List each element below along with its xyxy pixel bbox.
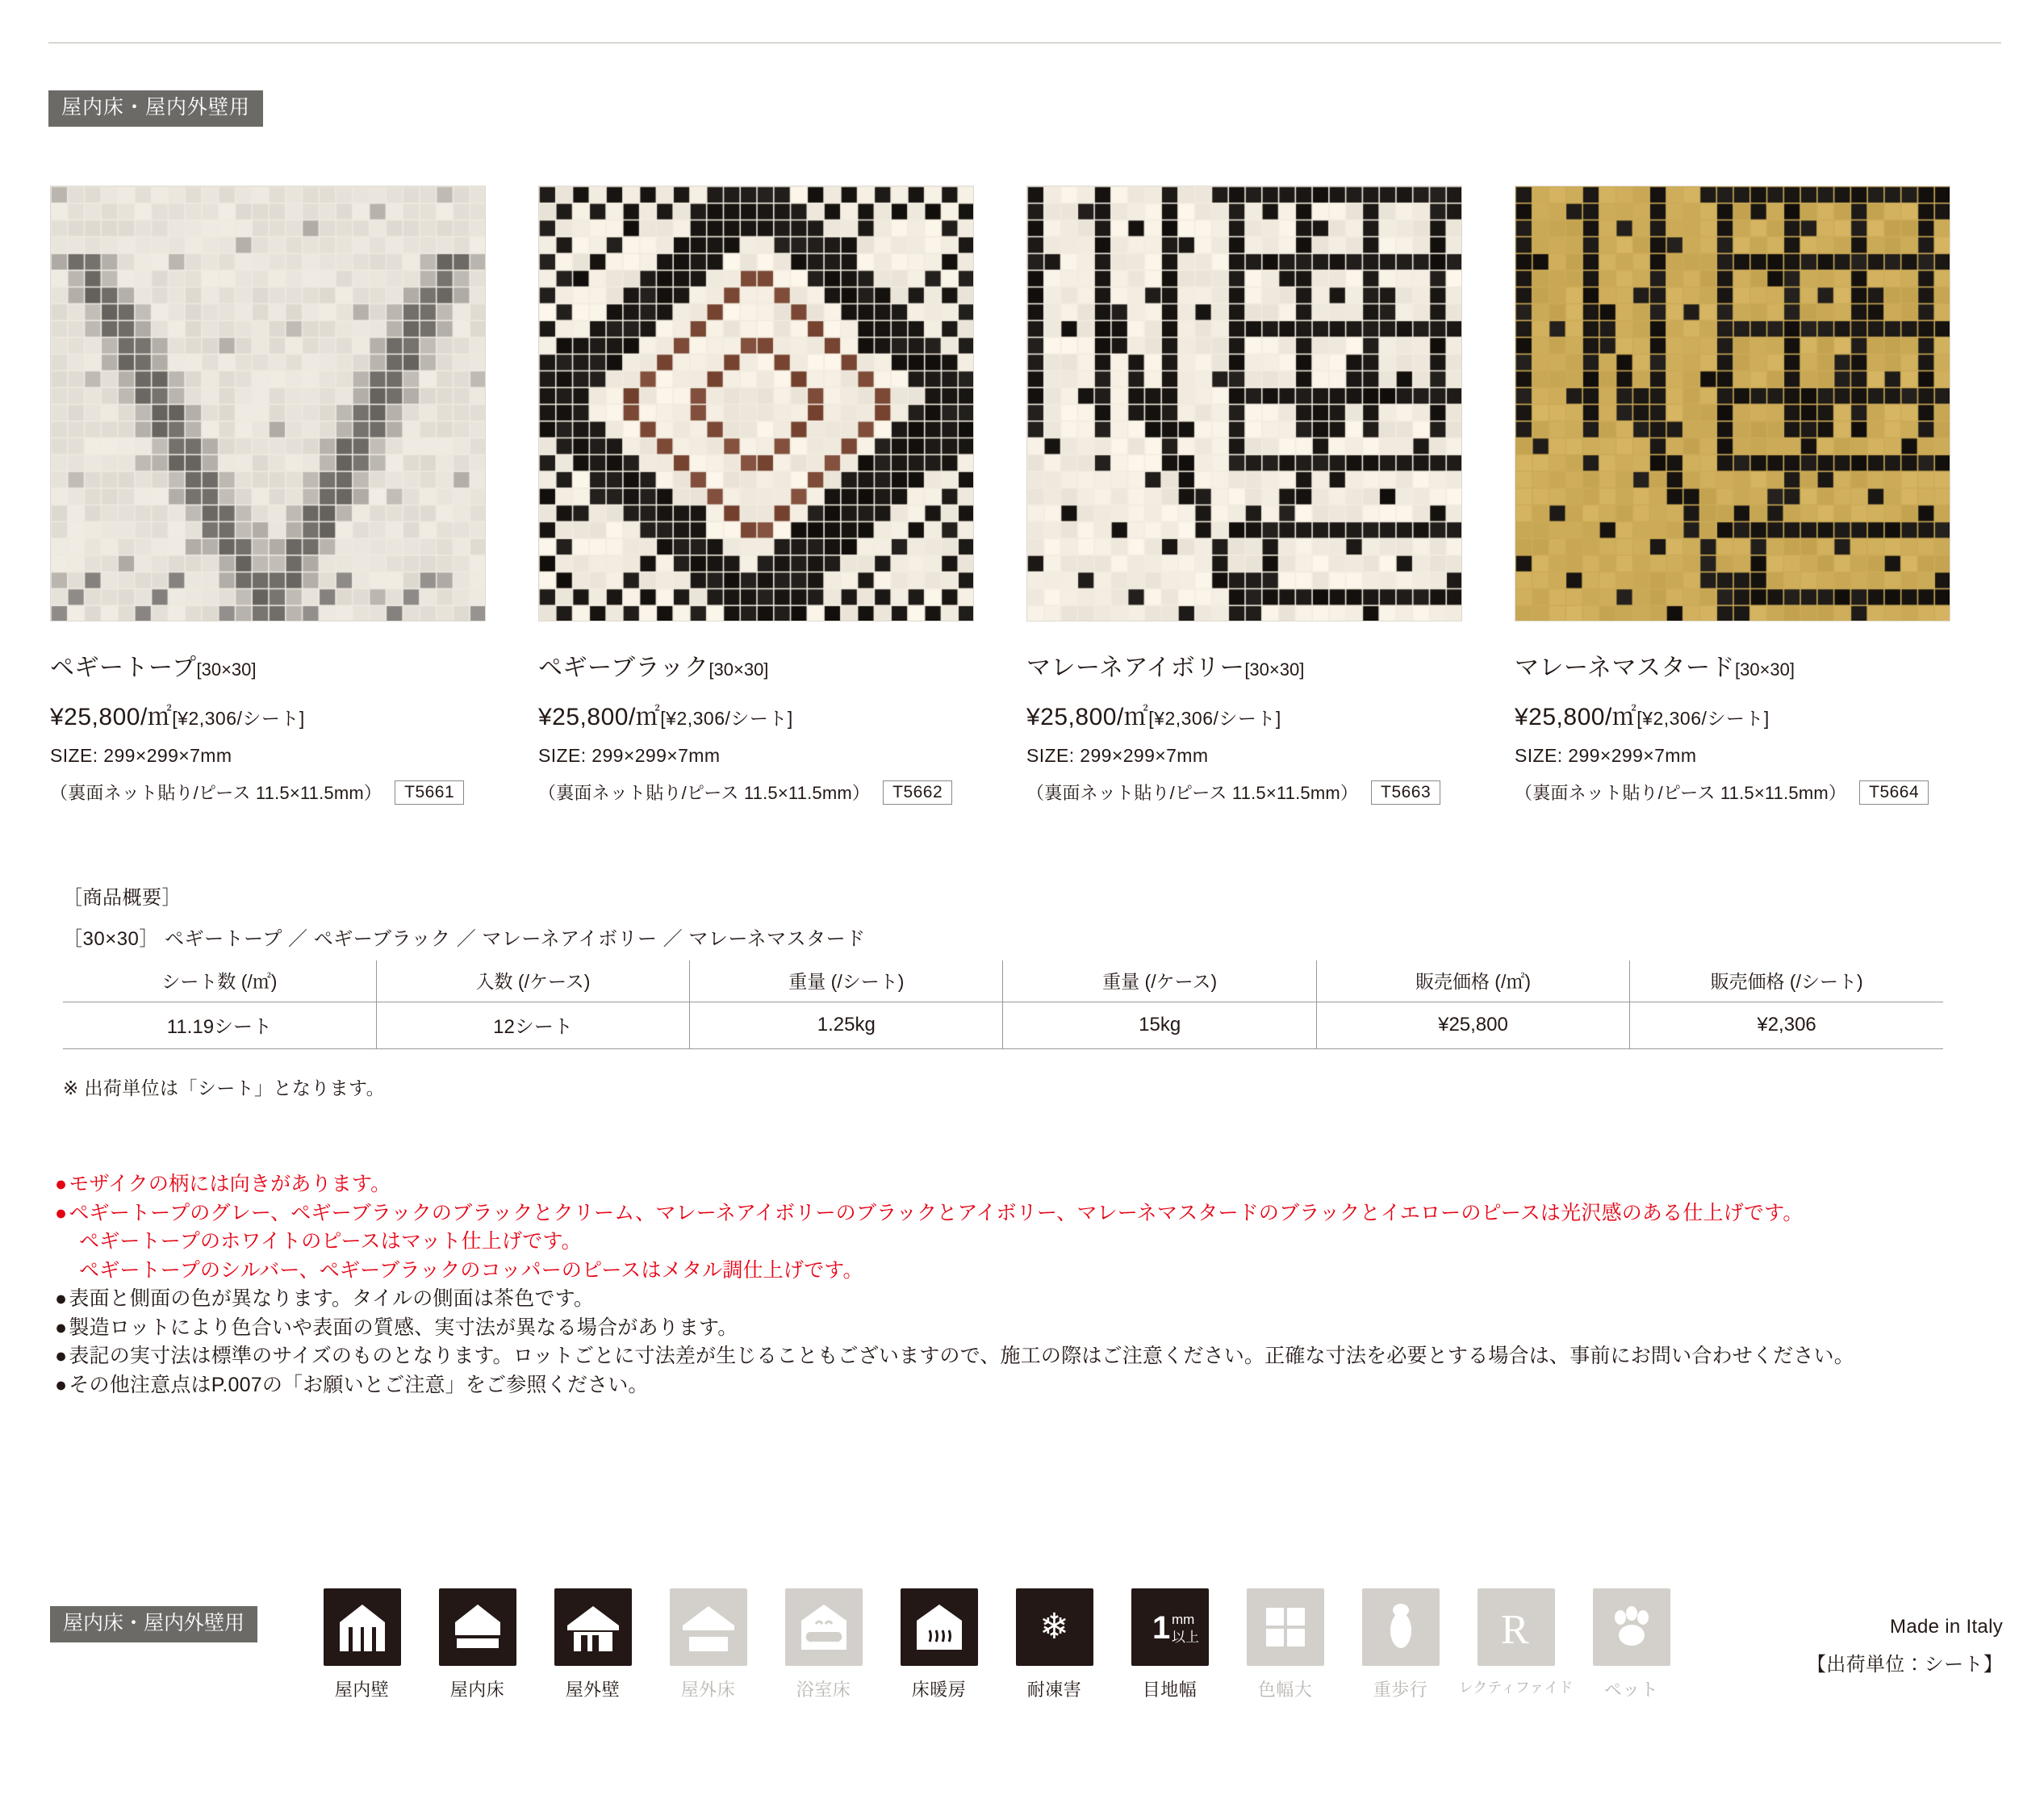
- table-header-cell: 重量 (/ケース): [1003, 960, 1316, 1002]
- rectified-glyph: [1478, 1588, 1555, 1666]
- product-price-row: [1026, 697, 1515, 732]
- usage-icon-floor-heating: [881, 1588, 997, 1701]
- usage-icon-label: ペット: [1603, 1680, 1659, 1700]
- usage-icon-label: レクティファイド: [1458, 1680, 1574, 1696]
- made-in-label: Made in Italy: [1890, 1616, 2003, 1638]
- product-name: マレーネマスタード: [1515, 655, 1735, 681]
- usage-icon-label: 重歩行: [1373, 1680, 1428, 1700]
- svg-text:以上: 以上: [1171, 1630, 1199, 1645]
- usage-icon-label: 目地幅: [1142, 1680, 1198, 1700]
- product-card: [50, 186, 538, 805]
- note-item: ● ペギートープのグレー、ペギーブラックのブラックとクリーム、マレーネアイボリーのブラックとアイボリー、マレーネマスタードのブラックとイエローのピースは光沢感のある仕上げです。: [55, 1199, 1975, 1228]
- origin-info: [1807, 1616, 2003, 1676]
- usage-icon-frost-resistant: [997, 1588, 1112, 1701]
- product-code: T5664: [1859, 780, 1929, 805]
- footer-category-tag: 屋内床・屋内外壁用: [50, 1606, 257, 1642]
- rectified-icon: [1478, 1588, 1555, 1666]
- usage-icon-label: 浴室床: [796, 1680, 851, 1700]
- product-name-row: [1026, 647, 1515, 683]
- product-price-sheet: [¥2,306/シート]: [660, 708, 793, 729]
- usage-icon-label: 床暖房: [911, 1680, 967, 1700]
- usage-icon-color-variation: [1227, 1588, 1343, 1701]
- summary-title: ［商品概要］: [63, 887, 182, 909]
- pet-icon: [1593, 1588, 1670, 1666]
- product-summary: [63, 881, 1943, 1100]
- table-cell: 12シート: [376, 1002, 689, 1049]
- usage-icon-rectified: [1458, 1588, 1574, 1701]
- table-header-cell: 重量 (/シート): [690, 960, 1003, 1002]
- indoor-wall-glyph: [324, 1588, 401, 1666]
- floor-heating-glyph: [901, 1588, 978, 1666]
- indoor-wall-icon: [324, 1588, 401, 1666]
- usage-icon-label: 屋外床: [680, 1680, 736, 1700]
- product-price-sheet: [¥2,306/シート]: [1636, 708, 1770, 729]
- outdoor-floor-icon: [670, 1588, 747, 1666]
- usage-icon-label: 屋内壁: [334, 1680, 390, 1700]
- summary-subtitle: ［30×30］ ペギートープ ／ ペギーブラック ／ マレーネアイボリー ／ マレーネマスタード: [63, 928, 866, 950]
- svg-text:mm: mm: [1171, 1612, 1194, 1627]
- product-price: ¥25,800/㎡: [1515, 704, 1637, 730]
- spec-table: [63, 960, 1943, 1049]
- product-card: [538, 186, 1026, 805]
- bathroom-floor-icon: [785, 1588, 863, 1666]
- product-price-sheet: [¥2,306/シート]: [172, 708, 305, 729]
- product-price: ¥25,800/㎡: [1026, 704, 1149, 730]
- product-name-row: [1515, 647, 2003, 683]
- product-size: SIZE: 299×299×7mm: [50, 745, 232, 766]
- usage-icon-label: 耐凍害: [1026, 1680, 1082, 1700]
- product-name: マレーネアイボリー: [1026, 655, 1245, 681]
- product-size: SIZE: 299×299×7mm: [1515, 745, 1697, 766]
- table-header-cell: シート数 (/㎡): [63, 960, 376, 1002]
- svg-text:1: 1: [1152, 1610, 1170, 1646]
- product-size: SIZE: 299×299×7mm: [538, 745, 721, 766]
- product-card: [1026, 186, 1515, 805]
- usage-icon-pet: [1574, 1588, 1689, 1701]
- table-row: [63, 1002, 1943, 1049]
- product-note: （裏面ネット貼り/ピース 11.5×11.5mm）: [50, 783, 382, 803]
- product-dimension: [30×30]: [709, 659, 769, 680]
- product-name-row: [538, 647, 1026, 683]
- product-note-row: [1026, 780, 1515, 805]
- product-name-row: [50, 647, 538, 683]
- footer: [50, 1588, 2003, 1718]
- product-swatch: [1026, 186, 1462, 621]
- usage-icon-label: 屋内床: [449, 1680, 505, 1700]
- usage-icon-row: [304, 1588, 1689, 1701]
- color-variation-icon: [1247, 1588, 1324, 1666]
- usage-icon-label: 色幅大: [1257, 1680, 1313, 1700]
- heavy-traffic-icon: [1362, 1588, 1440, 1666]
- product-code: T5661: [395, 780, 464, 805]
- product-price-row: [1515, 697, 2003, 732]
- note-item: ● その他注意点はP.007の「お願いとご注意」をご参照ください。: [55, 1371, 1975, 1400]
- product-code: T5663: [1371, 780, 1440, 805]
- outdoor-floor-glyph: [670, 1588, 747, 1666]
- product-note: （裏面ネット貼り/ピース 11.5×11.5mm）: [1026, 783, 1359, 803]
- product-swatch: [50, 186, 486, 621]
- notes-list: [55, 1170, 1975, 1400]
- note-item: ● 表記の実寸法は標準のサイズのものとなります。ロットごとに寸法差が生じることもございますので、施工の際はご注意ください。正確な寸法を必要とする場合は、事前にお問い合わせください。: [55, 1342, 1975, 1371]
- summary-footnote: ※ 出荷単位は「シート」となります。: [63, 1077, 386, 1098]
- product-note: （裏面ネット貼り/ピース 11.5×11.5mm）: [1515, 783, 1847, 803]
- product-note-row: [1515, 780, 2003, 805]
- usage-icon-outdoor-wall: [535, 1588, 650, 1701]
- ship-unit-label: 【出荷単位：シート】: [1807, 1654, 2003, 1676]
- product-name: ペギートープ: [50, 655, 197, 681]
- frost-resistant-icon: [1016, 1588, 1093, 1666]
- product-card: [1515, 186, 2003, 805]
- joint-width-icon: [1131, 1588, 1209, 1666]
- note-item: ● 表面と側面の色が異なります。タイルの側面は茶色です。: [55, 1285, 1975, 1314]
- color-variation-glyph: [1247, 1588, 1324, 1666]
- product-note-row: [538, 780, 1026, 805]
- product-price-row: [50, 697, 538, 732]
- table-cell: ¥25,800: [1316, 1002, 1629, 1049]
- usage-icon-joint-width: [1112, 1588, 1227, 1701]
- usage-icon-outdoor-floor: [650, 1588, 766, 1701]
- product-note-row: [50, 780, 538, 805]
- table-header-cell: 販売価格 (/シート): [1630, 960, 1943, 1002]
- bathroom-floor-glyph: [785, 1588, 863, 1666]
- table-header-cell: 販売価格 (/㎡): [1316, 960, 1629, 1002]
- table-cell: 15kg: [1003, 1002, 1316, 1049]
- product-dimension: [30×30]: [1735, 659, 1795, 680]
- indoor-floor-icon: [439, 1588, 516, 1666]
- product-code: T5662: [883, 780, 952, 805]
- table-cell: 11.19シート: [63, 1002, 376, 1049]
- product-price: ¥25,800/㎡: [538, 704, 661, 730]
- table-cell: 1.25kg: [690, 1002, 1003, 1049]
- footprint-glyph: [1362, 1588, 1440, 1666]
- table-cell: ¥2,306: [1630, 1002, 1943, 1049]
- product-price: ¥25,800/㎡: [50, 704, 173, 730]
- joint-width-glyph: [1131, 1588, 1209, 1666]
- product-size: SIZE: 299×299×7mm: [1026, 745, 1209, 766]
- product-note: （裏面ネット貼り/ピース 11.5×11.5mm）: [538, 783, 871, 803]
- note-item: ペギートープのホワイトのピースはマット仕上げです。: [79, 1230, 582, 1253]
- product-price-sheet: [¥2,306/シート]: [1148, 708, 1281, 729]
- table-header-cell: 入数 (/ケース): [376, 960, 689, 1002]
- product-dimension: [30×30]: [196, 659, 257, 680]
- product-dimension: [30×30]: [1244, 659, 1305, 680]
- product-swatch: [1515, 186, 1950, 621]
- snowflake-glyph: ❄: [1039, 1607, 1069, 1646]
- top-divider: [48, 42, 2001, 44]
- usage-icon-indoor-floor: [420, 1588, 535, 1701]
- note-item: ● モザイクの柄には向きがあります。: [55, 1170, 1975, 1199]
- paw-glyph: [1593, 1588, 1670, 1666]
- product-list: [50, 186, 2003, 805]
- outdoor-wall-glyph: [554, 1588, 632, 1666]
- category-tag: 屋内床・屋内外壁用: [48, 90, 263, 127]
- svg-text:R: R: [1500, 1607, 1529, 1653]
- usage-icon-indoor-wall: [304, 1588, 420, 1701]
- product-price-row: [538, 697, 1026, 732]
- floor-heating-icon: [901, 1588, 978, 1666]
- usage-icon-bathroom-floor: [766, 1588, 881, 1701]
- product-swatch: [538, 186, 974, 621]
- indoor-floor-glyph: [439, 1588, 516, 1666]
- note-item: ペギートープのシルバー、ペギーブラックのコッパーのピースはメタル調仕上げです。: [79, 1258, 863, 1282]
- outdoor-wall-icon: [554, 1588, 632, 1666]
- table-header-row: [63, 960, 1943, 1002]
- note-item: ● 製造ロットにより色合いや表面の質感、実寸法が異なる場合があります。: [55, 1314, 1975, 1343]
- usage-icon-label: 屋外壁: [565, 1680, 621, 1700]
- usage-icon-heavy-traffic: [1343, 1588, 1458, 1701]
- product-name: ペギーブラック: [538, 655, 709, 681]
